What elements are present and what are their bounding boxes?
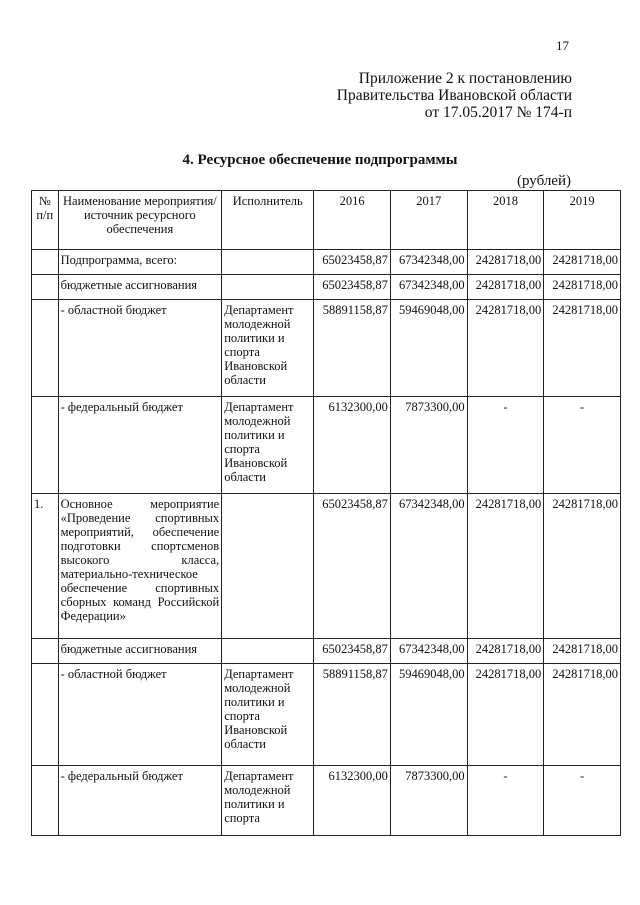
row-value-2017: 59469048,00 bbox=[390, 300, 467, 397]
table-row bbox=[32, 664, 621, 766]
row-num bbox=[32, 639, 59, 664]
row-executor: Департамент молодежной политики и спорта bbox=[222, 766, 314, 836]
row-value-2017: 7873300,00 bbox=[390, 397, 467, 494]
row-value-2016: 58891158,87 bbox=[314, 664, 391, 766]
row-executor: Департамент молодежной политики и спорта Ивановской области bbox=[222, 664, 314, 766]
row-name: - федеральный бюджет bbox=[58, 766, 222, 836]
row-name: Подпрограмма, всего: bbox=[58, 250, 222, 275]
row-executor bbox=[222, 250, 314, 275]
row-value-2018: 24281718,00 bbox=[467, 250, 544, 275]
row-value-2017: 67342348,00 bbox=[390, 250, 467, 275]
table-row bbox=[32, 275, 621, 300]
appendix-note bbox=[337, 70, 572, 121]
appendix-line-2: Правительства Ивановской области bbox=[336, 87, 572, 104]
row-value-2016: 65023458,87 bbox=[314, 639, 391, 664]
row-num bbox=[32, 275, 59, 300]
row-num bbox=[32, 664, 59, 766]
table-row bbox=[32, 494, 621, 639]
row-num: 1. bbox=[32, 494, 59, 639]
row-value-2018: 24281718,00 bbox=[467, 494, 544, 639]
row-executor bbox=[222, 494, 314, 639]
row-value-2019: 24281718,00 bbox=[544, 300, 621, 397]
row-value-2019: 24281718,00 bbox=[544, 494, 621, 639]
row-value-2018: 24281718,00 bbox=[467, 664, 544, 766]
row-name: - федеральный бюджет bbox=[58, 397, 222, 494]
table-row bbox=[32, 300, 621, 397]
row-value-2017: 67342348,00 bbox=[390, 639, 467, 664]
row-value-2017: 67342348,00 bbox=[390, 275, 467, 300]
row-num bbox=[32, 250, 59, 275]
table-row bbox=[32, 766, 621, 836]
row-executor bbox=[222, 275, 314, 300]
header-2017: 2017 bbox=[390, 191, 467, 250]
table-row bbox=[32, 397, 621, 494]
row-name: - областной бюджет bbox=[58, 664, 222, 766]
row-value-2018: - bbox=[467, 766, 544, 836]
header-2018: 2018 bbox=[467, 191, 544, 250]
row-executor: Департамент молодежной политики и спорта Ивановской области bbox=[222, 397, 314, 494]
row-value-2016: 65023458,87 bbox=[314, 275, 391, 300]
row-value-2019: 24281718,00 bbox=[544, 250, 621, 275]
row-value-2018: - bbox=[467, 397, 544, 494]
row-value-2016: 58891158,87 bbox=[314, 300, 391, 397]
header-num: № п/п bbox=[32, 191, 59, 250]
row-name: Основное мероприятие «Проведение спортивных мероприятий, обеспечение подготовки спортсменов высокого класса, материально-техническое обеспечение спортивных сборных команд Российской Федерации» bbox=[58, 494, 222, 639]
row-value-2019: 24281718,00 bbox=[544, 639, 621, 664]
header-name: Наименование мероприятия/источник ресурсного обеспечения bbox=[58, 191, 222, 250]
row-name: - областной бюджет bbox=[58, 300, 222, 397]
section-title: 4. Ресурсное обеспечение подпрограммы bbox=[182, 152, 458, 168]
row-num bbox=[32, 766, 59, 836]
row-value-2019: 24281718,00 bbox=[544, 275, 621, 300]
header-2016: 2016 bbox=[314, 191, 391, 250]
row-num bbox=[32, 300, 59, 397]
table-row bbox=[32, 639, 621, 664]
page-number: 17 bbox=[556, 38, 569, 53]
row-value-2017: 59469048,00 bbox=[390, 664, 467, 766]
table-row bbox=[32, 250, 621, 275]
row-executor bbox=[222, 639, 314, 664]
row-value-2019: - bbox=[544, 766, 621, 836]
row-value-2017: 7873300,00 bbox=[390, 766, 467, 836]
resource-table bbox=[31, 190, 621, 836]
appendix-line-3: от 17.05.2017 № 174-п bbox=[424, 104, 572, 121]
header-2019: 2019 bbox=[544, 191, 621, 250]
row-value-2018: 24281718,00 bbox=[467, 300, 544, 397]
row-value-2016: 6132300,00 bbox=[314, 766, 391, 836]
row-value-2019: - bbox=[544, 397, 621, 494]
row-value-2018: 24281718,00 bbox=[467, 639, 544, 664]
row-value-2016: 6132300,00 bbox=[314, 397, 391, 494]
row-name: бюджетные ассигнования bbox=[58, 639, 222, 664]
row-num bbox=[32, 397, 59, 494]
row-value-2019: 24281718,00 bbox=[544, 664, 621, 766]
table-header-row bbox=[32, 191, 621, 250]
header-executor: Исполнитель bbox=[222, 191, 314, 250]
row-name: бюджетные ассигнования bbox=[58, 275, 222, 300]
row-value-2016: 65023458,87 bbox=[314, 250, 391, 275]
row-value-2017: 67342348,00 bbox=[390, 494, 467, 639]
row-executor: Департамент молодежной политики и спорта Ивановской области bbox=[222, 300, 314, 397]
units-label: (рублей) bbox=[516, 173, 571, 189]
row-value-2016: 65023458,87 bbox=[314, 494, 391, 639]
appendix-line-1: Приложение 2 к постановлению bbox=[358, 70, 572, 87]
row-value-2018: 24281718,00 bbox=[467, 275, 544, 300]
